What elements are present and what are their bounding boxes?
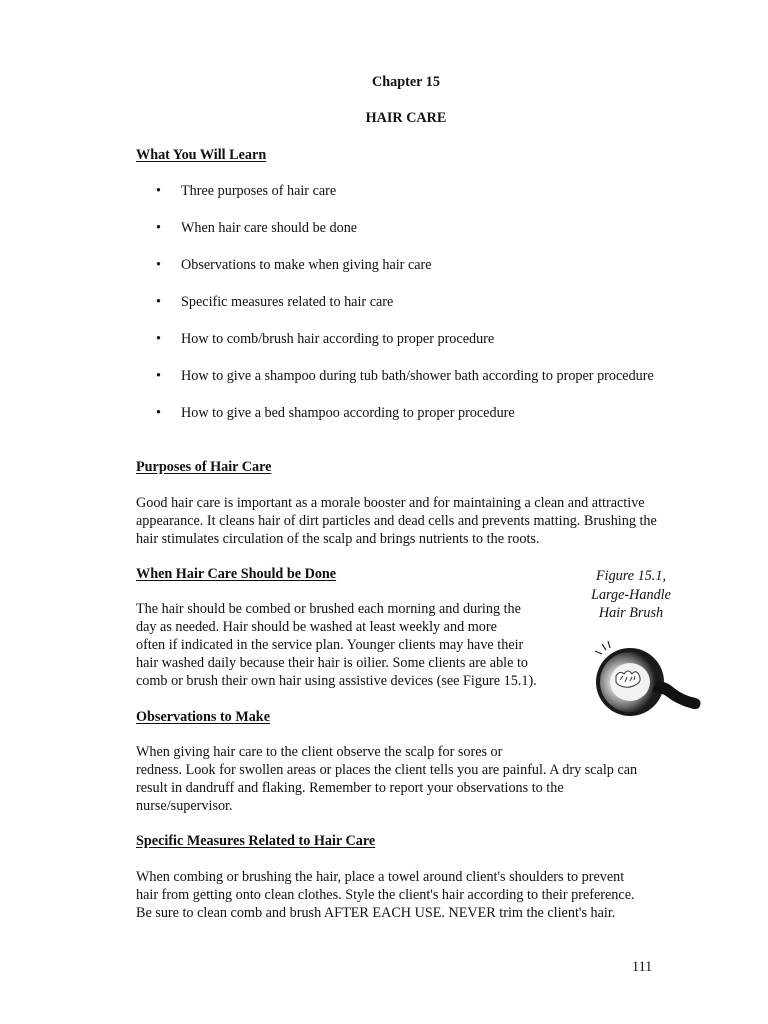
text-line: When combing or brushing the hair, place a towel around client's shoulders to prevent bbox=[136, 869, 625, 885]
bullet-icon: • bbox=[156, 368, 161, 384]
text-line: hair washed daily because their hair is oilier. Some clients are able to bbox=[136, 655, 528, 671]
text-line: nurse/supervisor. bbox=[136, 798, 233, 814]
text-line: comb or brush their own hair using assistive devices (see Figure 15.1). bbox=[136, 673, 537, 689]
text-line: Be sure to clean comb and brush AFTER EACH USE. NEVER trim the client's hair. bbox=[136, 905, 616, 921]
bullet-icon: • bbox=[156, 183, 161, 199]
text-line: hair from getting onto clean clothes. Style the client's hair according to their preference. bbox=[136, 887, 635, 903]
text-line: redness. Look for swollen areas or places the client tells you are painful. A dry scalp can bbox=[136, 762, 638, 778]
bullet-icon: • bbox=[156, 294, 161, 310]
text-line: day as needed. Hair should be washed at least weekly and more bbox=[136, 619, 497, 635]
bullet-icon: • bbox=[156, 220, 161, 236]
list-item: • Specific measures related to hair care bbox=[156, 294, 394, 310]
measures-paragraph bbox=[136, 868, 696, 922]
learning-objectives-list bbox=[136, 182, 656, 441]
list-item: • When hair care should be done bbox=[156, 220, 358, 236]
list-item: • Observations to make when giving hair care bbox=[156, 257, 432, 273]
list-item: • How to give a bed shampoo according to proper procedure bbox=[156, 405, 515, 421]
text-line: result in dandruff and flaking. Remember to report your observations to the bbox=[136, 780, 564, 796]
text-line: The hair should be combed or brushed each morning and during the bbox=[136, 601, 521, 617]
purposes-paragraph: Good hair care is important as a morale booster and for maintaining a clean and attractive appearance. It cleans hair of dirt particles and dead cells and prevents matting. Brushing the hair stimulates circulation of the scalp and brings nutrients to the roots. bbox=[136, 495, 657, 547]
page-number: 111 bbox=[632, 959, 653, 975]
text-line: often if indicated in the service plan. Younger clients may have their bbox=[136, 637, 524, 653]
bullet-icon: • bbox=[156, 331, 161, 347]
heading-what-you-will-learn: What You Will Learn bbox=[136, 147, 267, 163]
chapter-number: Chapter 15 bbox=[372, 74, 440, 90]
list-item: • Three purposes of hair care bbox=[156, 183, 337, 199]
heading-specific-measures: Specific Measures Related to Hair Care bbox=[136, 833, 376, 849]
heading-when-hair-care: When Hair Care Should be Done bbox=[136, 566, 337, 582]
heading-observations: Observations to Make bbox=[136, 709, 270, 725]
bullet-icon: • bbox=[156, 257, 161, 273]
bullet-icon: • bbox=[156, 405, 161, 421]
text-line: When giving hair care to the client observe the scalp for sores or bbox=[136, 744, 503, 760]
list-item: • How to give a shampoo during tub bath/shower bath according to proper procedure bbox=[156, 368, 654, 384]
observations-paragraph bbox=[136, 743, 696, 815]
when-paragraph bbox=[136, 600, 576, 690]
heading-purposes-of-hair-care: Purposes of Hair Care bbox=[136, 459, 272, 475]
chapter-title: HAIR CARE bbox=[365, 110, 447, 126]
hair-brush-icon bbox=[592, 640, 704, 736]
list-item: • How to comb/brush hair according to proper procedure bbox=[156, 331, 495, 347]
figure-caption: Figure 15.1, Large-Handle Hair Brush bbox=[591, 568, 671, 621]
